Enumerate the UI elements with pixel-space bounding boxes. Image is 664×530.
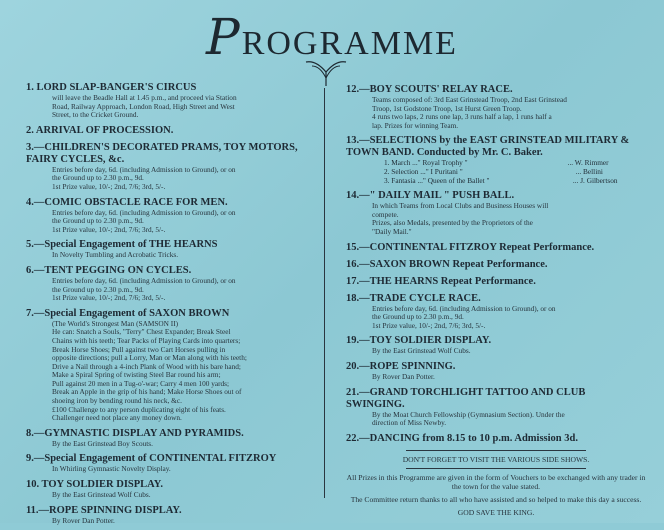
item-heading: 1. LORD SLAP-BANGER'S CIRCUS [26, 82, 197, 93]
programme-item [346, 259, 646, 271]
item-detail: By the East Grinstead Wolf Cubs. [372, 346, 471, 356]
selection-title: " Queen of the Ballet " [422, 175, 490, 185]
item-heading: 6.—TENT PEGGING ON CYCLES. [26, 264, 192, 276]
programme-item [26, 82, 320, 120]
item-detail: the Ground up to 2.30 p.m., 9d. [52, 173, 144, 183]
programme-item [26, 479, 320, 500]
item-heading: 5.—Special Engagement of THE HEARNS [26, 239, 218, 251]
programme-item [346, 387, 646, 428]
divider-line [406, 468, 586, 469]
programme-item [26, 125, 320, 137]
item-detail: will leave the Beadle Hall at 1.45 p.m., and proceed via Station [52, 93, 237, 102]
item-detail: Prizes, also Medals, presented by the Proprietors of the [372, 218, 533, 228]
title-rest: ROGRAMME [241, 25, 458, 62]
item-detail: By the Moat Church Fellowship (Gymnasium Section). Under the [372, 409, 565, 419]
item-detail: Break an Apple in the grip of his hand; Make Horse Shoes out of [52, 387, 242, 397]
item-heading: 14.—" DAILY MAIL " PUSH BALL. [346, 190, 515, 202]
item-detail: In Novelty Tumbling and Acrobatic Tricks. [52, 250, 179, 260]
item-detail: Road, Railway Approach, London Road, High Street and West [52, 101, 235, 111]
item-detail: In Whirling Gymnastic Novelty Display. [52, 464, 171, 474]
item-heading: 16.—SAXON BROWN Repeat Performance. [346, 258, 548, 270]
item-detail: By the East Grinstead Wolf Cubs. [52, 490, 151, 500]
item-detail: Entries before day, 6d. (including Admission to Ground), or on [52, 275, 236, 285]
side-shows-note: DON'T FORGET TO VISIT THE VARIOUS SIDE SHOWS. [402, 454, 590, 464]
programme-item [346, 135, 646, 185]
item-detail: £100 Challenge to any person duplicating eight of his feats. [52, 404, 226, 414]
item-detail: the Ground up to 2.30 p.m., 9d. [372, 312, 464, 322]
item-detail: 1st Prize value, 10/-; 2nd, 7/6; 3rd, 5/-. [372, 320, 486, 330]
column-divider [324, 88, 325, 498]
item-detail: the Ground up to 2.30 p.m., 9d. [52, 216, 144, 226]
item-detail: Entries before day, 6d. (including Admission to Ground), or on [52, 164, 236, 174]
item-heading: 10. TOY SOLDIER DISPLAY. [26, 479, 164, 491]
selection-number: 3. Fantasia ... [384, 175, 423, 185]
item-heading: 22.—DANCING from 8.15 to 10 p.m. Admission 3d. [346, 432, 578, 444]
god-save-the-king: GOD SAVE THE KING. [457, 507, 535, 517]
item-heading: 9.—Special Engagement of CONTINENTAL FITZROY [26, 453, 277, 465]
item-detail: By the East Grinstead Boy Scouts. [52, 438, 153, 448]
programme-item [346, 276, 646, 288]
item-heading: 17.—THE HEARNS Repeat Performance. [346, 275, 536, 287]
title-initial: P [206, 8, 242, 66]
item-detail: shoeing iron by bending round his neck, &c. [52, 396, 182, 406]
programme-item [26, 308, 320, 423]
item-heading: 21.—GRAND TORCHLIGHT TATTOO AND CLUB SWINGING. [346, 386, 586, 410]
item-heading: 11.—ROPE SPINNING DISPLAY. [26, 504, 182, 516]
item-detail: Break Horse Shoes; Pull against two Cart Horses pulling in [52, 344, 226, 354]
left-column [26, 82, 320, 530]
divider-line [406, 450, 586, 451]
item-detail: Drive a Nail through a 4-inch Plank of Wood with his bare hand; [52, 361, 241, 371]
item-detail: (The World's Strongest Man (SAMSON II) [52, 318, 179, 328]
item-heading: 13.—SELECTIONS by the EAST GRINSTEAD MILITARY & TOWN BAND. Conducted by Mr. C. Baker. [346, 135, 630, 159]
programme-item [346, 242, 646, 254]
programme-item [26, 265, 320, 303]
item-heading: 3.—CHILDREN'S DECORATED PRAMS, TOY MOTORS, FAIRY CYCLES, &c. [26, 141, 298, 165]
item-detail: Challenger need not place any money down. [52, 413, 182, 423]
item-detail: compete. [372, 209, 399, 219]
programme-item [26, 453, 320, 474]
item-detail: Troop, 1st Godstone Troop, 1st Hurst Green Troop. [372, 103, 522, 113]
item-detail: Entries before day, 6d. (including Admission to Ground), or on [372, 303, 556, 313]
prizes-note: All Prizes in this Programme are given in the form of Vouchers to be exchanged with any trader in the town for the value stated. [346, 472, 646, 491]
item-heading: 12.—BOY SCOUTS' RELAY RACE. [346, 84, 513, 95]
item-heading: 7.—Special Engagement of SAXON BROWN [26, 307, 230, 319]
programme-item [346, 433, 646, 445]
programme-item [26, 239, 320, 260]
programme-item [26, 428, 320, 449]
item-heading: 15.—CONTINENTAL FITZROY Repeat Performance. [346, 241, 595, 253]
programme-item [346, 335, 646, 356]
item-detail: direction of Miss Newby. [372, 418, 447, 428]
item-heading: 4.—COMIC OBSTACLE RACE FOR MEN. [26, 196, 228, 208]
item-detail: Chains with his teeth; Tear Packs of Playing Cards into quarters; [52, 335, 241, 345]
programme-item [346, 84, 646, 130]
band-selection [346, 177, 646, 186]
item-heading: 20.—ROPE SPINNING. [346, 360, 456, 372]
item-heading: 8.—GYMNASTIC DISPLAY AND PYRAMIDS. [26, 427, 244, 439]
item-detail: By Rover Dan Potter. [52, 515, 115, 525]
item-detail: 1st Prize value, 10/-; 2nd, 7/6; 3rd, 5/-. [52, 181, 166, 191]
selection-number: 1. March ... [384, 158, 418, 168]
selection-number: 2. Selection ... [384, 166, 426, 176]
selection-composer: ... Bellini [575, 166, 603, 176]
programme-item [26, 142, 320, 192]
programme-item [26, 197, 320, 235]
item-detail: the Ground up to 2.30 p.m., 9d. [52, 284, 144, 294]
programme-item [346, 293, 646, 331]
item-detail: 4 runs two laps, 2 runs one lap, 3 runs half a lap, 1 runs half a [372, 112, 552, 122]
item-detail: 1st Prize value, 10/-; 2nd, 7/6; 3rd, 5/-. [52, 224, 166, 234]
item-detail: He can: Snatch a Souls, "Terry" Chest Expander; Break Steel [52, 327, 231, 337]
item-detail: In which Teams from Local Clubs and Business Houses will [372, 201, 549, 211]
item-detail: Teams composed of: 3rd East Grinstead Troop, 2nd East Grinstead [372, 95, 567, 104]
item-detail: Make a Spiral Spring of twisting Steel Bar round his arm; [52, 370, 221, 380]
item-detail: Street, to the Cricket Ground. [52, 110, 139, 120]
programme-item [346, 190, 646, 236]
item-detail: By Rover Dan Potter. [372, 371, 435, 381]
selection-title: " I Puritani " [425, 166, 463, 176]
item-detail: 1st Prize value, 10/-; 2nd, 7/6; 3rd, 5/-. [52, 293, 166, 303]
programme-item [346, 361, 646, 382]
item-detail: lap. Prizes for winning Team. [372, 120, 459, 130]
selection-composer: ... J. Gilbertson [572, 175, 618, 185]
selection-title: " Royal Trophy " [417, 158, 468, 168]
item-detail: "Daily Mail." [372, 226, 412, 236]
selection-composer: ... W. Rimmer [567, 158, 609, 168]
item-heading: 18.—TRADE CYCLE RACE. [346, 292, 481, 304]
thanks-note: The Committee return thanks to all who have assisted and so helped to make this day a success. [350, 494, 642, 504]
right-column [346, 84, 646, 517]
item-detail: opposite directions; pull a Lorry, Man or Man along with his teeth; [52, 353, 247, 363]
programme-item [26, 505, 320, 526]
item-detail: Entries before day, 6d. (including Admission to Ground), or on [52, 207, 236, 217]
item-heading: 2. ARRIVAL OF PROCESSION. [26, 124, 174, 136]
item-detail: Pull against 20 men in a Tug-o'-war; Carry 4 men 100 yards; [52, 378, 230, 388]
item-heading: 19.—TOY SOLDIER DISPLAY. [346, 335, 492, 347]
